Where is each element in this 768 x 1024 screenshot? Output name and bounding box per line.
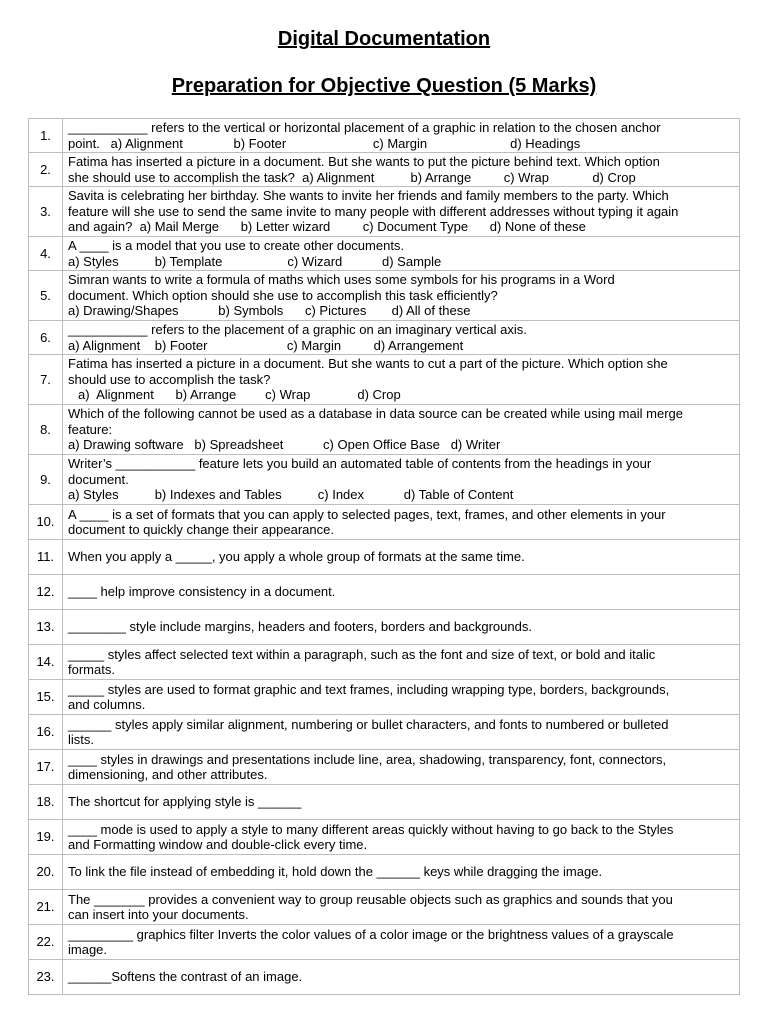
question-line: ________ style include margins, headers and footers, borders and backgrounds. bbox=[68, 619, 532, 635]
question-number: 7. bbox=[29, 355, 63, 405]
question-number: 8. bbox=[29, 405, 63, 455]
question-number: 18. bbox=[29, 785, 63, 820]
question-row bbox=[29, 610, 740, 645]
question-number: 9. bbox=[29, 455, 63, 505]
question-row bbox=[29, 505, 740, 540]
question-line: To link the file instead of embedding it, hold down the ______ keys while dragging the image. bbox=[68, 864, 603, 880]
question-line: point. a) Alignment b) Footer c) Margin d) Headings bbox=[68, 135, 581, 151]
question-line: Fatima has inserted a picture in a document. But she wants to put the picture behind text. Which option bbox=[68, 154, 660, 169]
question-line: image. bbox=[68, 942, 108, 957]
question-text bbox=[63, 610, 740, 645]
question-line: document. Which option should she use to accomplish this task efficiently? bbox=[68, 287, 498, 303]
question-line: a) Alignment b) Footer c) Margin d) Arrangement bbox=[68, 337, 464, 353]
document-title: Digital Documentation bbox=[277, 28, 491, 50]
question-line: a) Styles b) Template c) Wizard d) Sample bbox=[68, 253, 442, 269]
question-line: Writer’s ___________ feature lets you build an automated table of contents from the headings in your bbox=[68, 456, 652, 472]
question-line: ____ mode is used to apply a style to many different areas quickly without having to go back to the Styles bbox=[68, 821, 674, 837]
question-number: 20. bbox=[29, 855, 63, 890]
question-row bbox=[29, 680, 740, 715]
question-line: ____ help improve consistency in a document. bbox=[68, 584, 336, 600]
question-text bbox=[63, 540, 740, 575]
question-text bbox=[63, 119, 740, 153]
question-line: _____ styles affect selected text within a paragraph, such as the font and size of text, or bold and italic bbox=[68, 646, 656, 662]
question-line: ____ styles in drawings and presentations include line, area, shadowing, transparency, font, connectors, bbox=[68, 751, 667, 767]
question-text bbox=[63, 153, 740, 187]
question-line: and again? a) Mail Merge b) Letter wizard c) Document Type d) None of these bbox=[68, 219, 586, 235]
question-line: The shortcut for applying style is ______ bbox=[68, 794, 302, 810]
question-text bbox=[63, 715, 740, 750]
question-row bbox=[29, 187, 740, 237]
question-number: 15. bbox=[29, 680, 63, 715]
question-line: document to quickly change their appearance. bbox=[68, 522, 334, 537]
question-row bbox=[29, 715, 740, 750]
question-number: 17. bbox=[29, 750, 63, 785]
question-text bbox=[63, 271, 740, 321]
question-text bbox=[63, 750, 740, 785]
question-line: ___________ refers to the vertical or horizontal placement of a graphic in relation to the chosen anchor bbox=[68, 120, 661, 135]
question-line: When you apply a _____, you apply a whole group of formats at the same time. bbox=[68, 549, 525, 565]
question-line: A ____ is a set of formats that you can apply to selected pages, text, frames, and other elements in your bbox=[68, 506, 666, 522]
question-line: The _______ provides a convenient way to group reusable objects such as graphics and sounds that you bbox=[68, 891, 673, 907]
question-line: and Formatting window and double-click every time. bbox=[68, 837, 368, 852]
question-line: a) Drawing/Shapes b) Symbols c) Pictures d) All of these bbox=[68, 303, 471, 319]
question-line: can insert into your documents. bbox=[68, 907, 249, 922]
question-text bbox=[63, 785, 740, 820]
question-number: 14. bbox=[29, 645, 63, 680]
question-line: Fatima has inserted a picture in a document. But she wants to cut a part of the picture. Which option she bbox=[68, 356, 668, 372]
question-text bbox=[63, 405, 740, 455]
question-line: _________ graphics filter Inverts the color values of a color image or the brightness values of a grayscale bbox=[68, 926, 674, 942]
question-text bbox=[63, 890, 740, 925]
question-number: 4. bbox=[29, 237, 63, 271]
question-number: 3. bbox=[29, 187, 63, 237]
question-line: A ____ is a model that you use to create other documents. bbox=[68, 238, 405, 253]
question-text bbox=[63, 855, 740, 890]
question-number: 13. bbox=[29, 610, 63, 645]
question-number: 11. bbox=[29, 540, 63, 575]
question-line: formats. bbox=[68, 662, 115, 677]
question-number: 23. bbox=[29, 960, 63, 995]
question-number: 12. bbox=[29, 575, 63, 610]
question-line: a) Alignment b) Arrange c) Wrap d) Crop bbox=[78, 387, 401, 403]
question-line: document. bbox=[68, 471, 129, 487]
question-row bbox=[29, 455, 740, 505]
question-text bbox=[63, 321, 740, 355]
question-row bbox=[29, 540, 740, 575]
question-line: ______Softens the contrast of an image. bbox=[68, 969, 303, 985]
question-text bbox=[63, 820, 740, 855]
question-row bbox=[29, 960, 740, 995]
question-line: ______ styles apply similar alignment, numbering or bullet characters, and fonts to numbered or bulleted bbox=[68, 716, 669, 732]
question-row bbox=[29, 575, 740, 610]
question-line: dimensioning, and other attributes. bbox=[68, 767, 268, 782]
question-line: a) Drawing software b) Spreadsheet c) Open Office Base d) Writer bbox=[68, 437, 501, 453]
question-row bbox=[29, 405, 740, 455]
question-number: 1. bbox=[29, 119, 63, 153]
question-row bbox=[29, 645, 740, 680]
question-number: 10. bbox=[29, 505, 63, 540]
question-text bbox=[63, 960, 740, 995]
question-row bbox=[29, 355, 740, 405]
question-row bbox=[29, 785, 740, 820]
question-text bbox=[63, 645, 740, 680]
question-text bbox=[63, 237, 740, 271]
question-line: feature: bbox=[68, 421, 113, 437]
question-line: should use to accomplish the task? bbox=[68, 371, 271, 387]
question-row bbox=[29, 321, 740, 355]
question-number: 2. bbox=[29, 153, 63, 187]
question-line: _____ styles are used to format graphic and text frames, including wrapping type, borders, backgrounds, bbox=[68, 681, 670, 697]
question-line: feature will she use to send the same invite to many people with different addresses without typing it again bbox=[68, 203, 679, 219]
question-text bbox=[63, 187, 740, 237]
question-row bbox=[29, 153, 740, 187]
question-number: 6. bbox=[29, 321, 63, 355]
question-number: 19. bbox=[29, 820, 63, 855]
question-text bbox=[63, 505, 740, 540]
question-table-body bbox=[29, 119, 740, 995]
question-row bbox=[29, 237, 740, 271]
question-row bbox=[29, 925, 740, 960]
question-table bbox=[28, 118, 740, 995]
document-subtitle: Preparation for Objective Question (5 Marks) bbox=[171, 75, 597, 97]
question-line: lists. bbox=[68, 732, 94, 747]
question-row bbox=[29, 119, 740, 153]
question-line: a) Styles b) Indexes and Tables c) Index d) Table of Content bbox=[68, 487, 514, 503]
question-number: 5. bbox=[29, 271, 63, 321]
question-line: Simran wants to write a formula of maths which uses some symbols for his programs in a Word bbox=[68, 272, 615, 288]
question-number: 16. bbox=[29, 715, 63, 750]
question-row bbox=[29, 271, 740, 321]
question-row bbox=[29, 820, 740, 855]
question-line: ___________ refers to the placement of a graphic on an imaginary vertical axis. bbox=[68, 322, 527, 337]
question-line: Which of the following cannot be used as a database in data source can be created while using mail merge bbox=[68, 406, 683, 422]
question-number: 22. bbox=[29, 925, 63, 960]
question-line: Savita is celebrating her birthday. She wants to invite her friends and family members to the party. Which bbox=[68, 188, 669, 204]
question-text bbox=[63, 355, 740, 405]
question-number: 21. bbox=[29, 890, 63, 925]
question-row bbox=[29, 890, 740, 925]
question-text bbox=[63, 925, 740, 960]
question-text bbox=[63, 455, 740, 505]
question-text bbox=[63, 575, 740, 610]
question-text bbox=[63, 680, 740, 715]
question-row bbox=[29, 855, 740, 890]
question-line: she should use to accomplish the task? a) Alignment b) Arrange c) Wrap d) Crop bbox=[68, 169, 636, 185]
question-row bbox=[29, 750, 740, 785]
question-line: and columns. bbox=[68, 697, 146, 712]
